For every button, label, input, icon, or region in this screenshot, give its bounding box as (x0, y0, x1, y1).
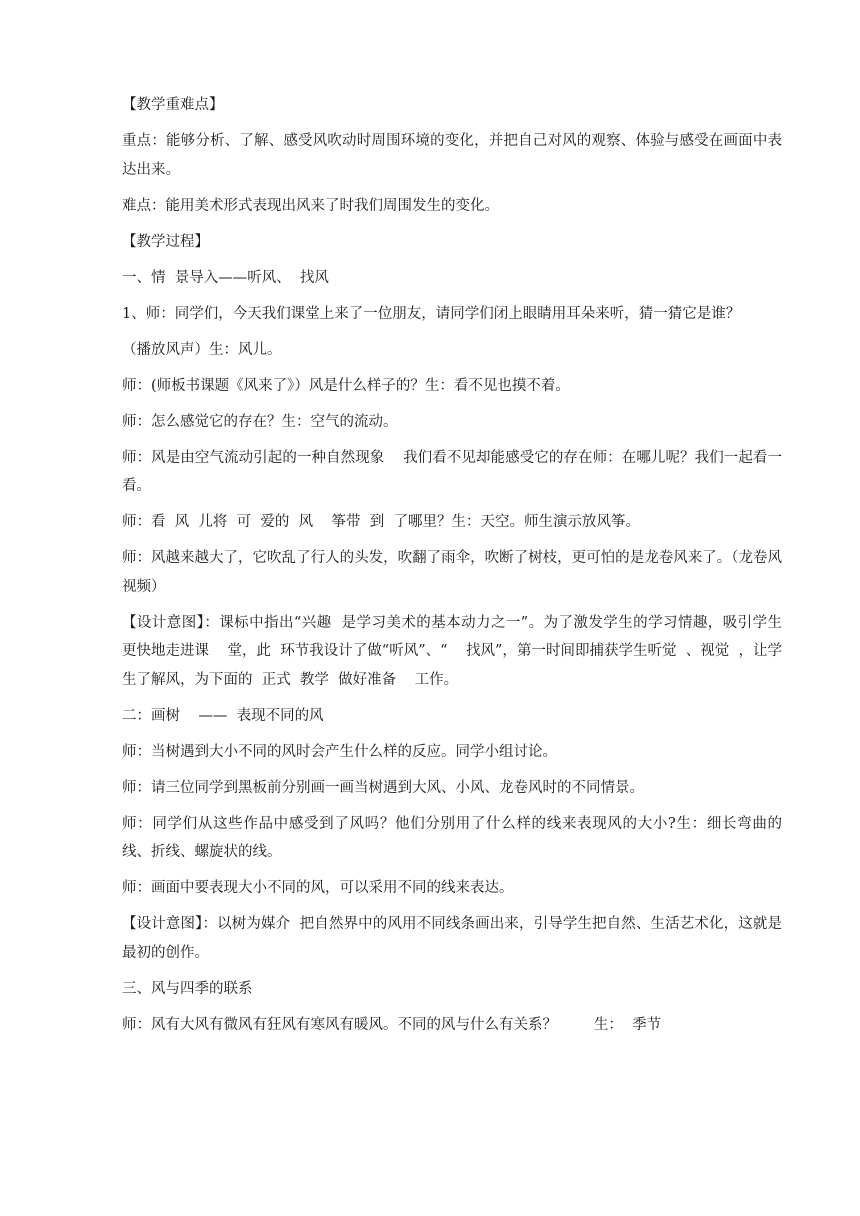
paragraph-teacher-5: 师：看 风 儿将 可 爱的 风 筝带 到 了哪里？生：天空。师生演示放风筝。 (122, 514, 640, 530)
paragraph-design-intent-2: 【设计意图】：以树为媒介 把自然界中的风用不同线条画出来，引导学生把自然、生活艺术化，这就是最初的创作。 (122, 916, 782, 961)
section-heading-teaching-process: 【教学过程】 (122, 233, 209, 250)
paragraph-teacher-11: 师：风有大风有微风有狂风有寒风有暖风。不同的风与什么有关系？ 生： 季节 (122, 1016, 662, 1033)
paragraph-design-intent-1: 【设计意图】：课标中指出“兴趣 是学习美术的基本动力之一”。为了激发学生的学习情趣，吸引学生 更快地走进课 堂，此 环节我设计了做“听风”、“ 找风”，第一时间即捕获学生听觉 、视觉 ，让学生了解风，为下面的 正式 教学 做好准备 工作。 (122, 614, 801, 688)
paragraph-teacher-4: 师：风是由空气流动引起的一种自然现象 我们看不见却能感受它的存在师：在哪儿呢？我们一起看一看。 (122, 449, 782, 494)
subheading-wind-seasons: 三、风与四季的联系 (122, 980, 253, 997)
paragraph-teacher-6: 师：风越来越大了，它吹乱了行人的头发，吹翻了雨伞，吹断了树枝，更可怕的是龙卷风来了。（龙卷风视频） (122, 550, 782, 595)
paragraph-teacher-2: 师：(师板书课题《风来了》）风是什么样子的？生：看不见也摸不着。 (122, 377, 570, 394)
subheading-intro: 一、情 景导入——听风、 找风 (122, 269, 329, 286)
section-heading-key-points: 【教学重难点】 (122, 97, 224, 113)
paragraph-key-point: 重点：能够分析、了解、感受风吹动时周围环境的变化，并把自己对风的观察、体验与感受在画面中表达出来。 (122, 133, 782, 178)
document-body (122, 91, 801, 1047)
paragraph-difficult-point: 难点：能用美术形式表现出风来了时我们周围发生的变化。 (122, 197, 499, 214)
paragraph-teacher-1: 1、师：同学们，今天我们课堂上来了一位朋友，请同学们闭上眼睛用耳朵来听，猜一猜它是谁？ (122, 305, 741, 322)
paragraph-teacher-8: 师：请三位同学到黑板前分别画一画当树遇到大风、小风、龙卷风时的不同情景。 (122, 779, 644, 796)
paragraph-teacher-3: 师：怎么感觉它的存在？生：空气的流动。 (122, 413, 398, 430)
paragraph-teacher-9: 师：同学们从这些作品中感受到了风吗？他们分别用了什么样的线来表现风的大小?生：细长弯曲的线、折线、螺旋状的线。 (122, 815, 782, 860)
paragraph-teacher-7: 师：当树遇到大小不同的风时会产生什么样的反应。同学小组讨论。 (122, 743, 557, 760)
paragraph-teacher-10: 师：画面中要表现大小不同的风，可以采用不同的线来表达。 (122, 880, 514, 896)
subheading-draw-tree: 二：画树 —— 表现不同的风 (122, 707, 324, 724)
paragraph-play-sound: （播放风声）生：风儿。 (122, 341, 282, 358)
